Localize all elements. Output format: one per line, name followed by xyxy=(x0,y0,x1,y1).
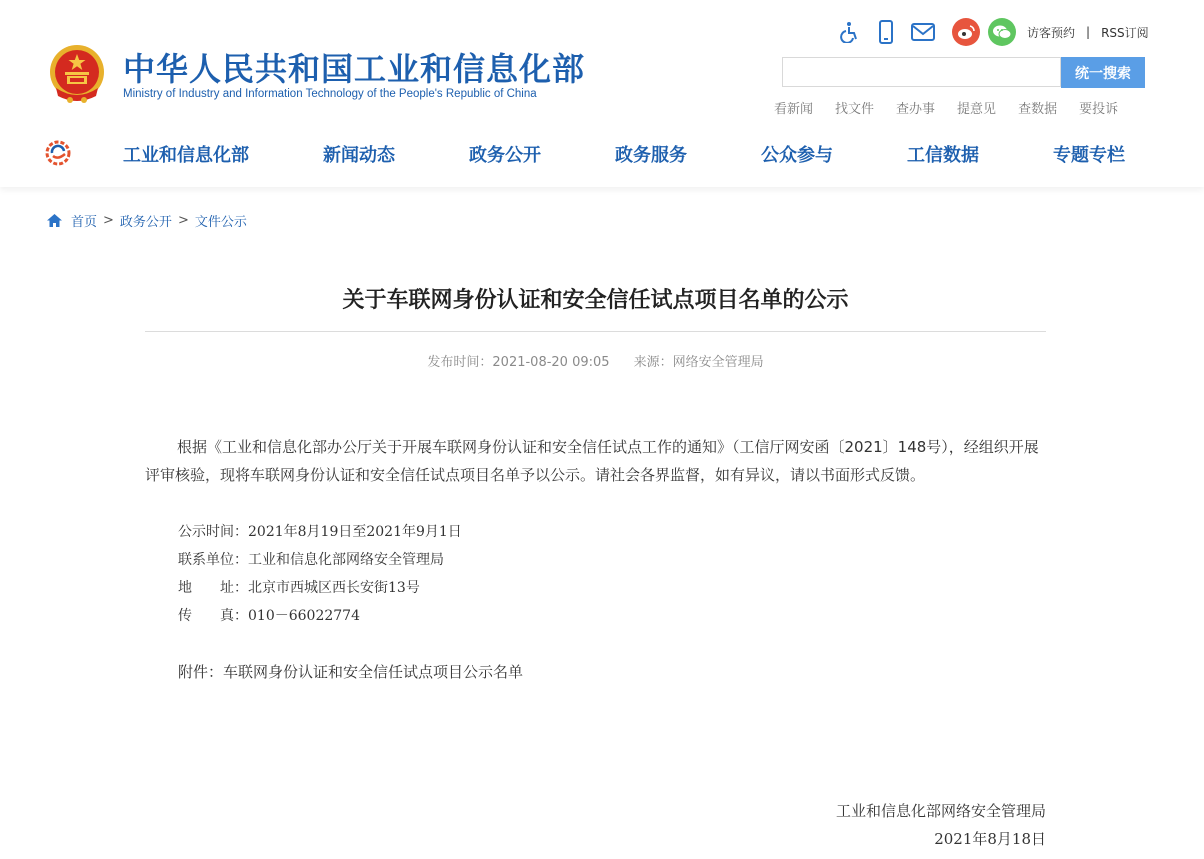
national-emblem-logo[interactable] xyxy=(46,42,108,106)
site-title[interactable]: 中华人民共和国工业和信息化部 xyxy=(123,50,586,88)
info-line-fax xyxy=(178,605,360,625)
quick-link-feedback[interactable]: 提意见 xyxy=(957,102,997,117)
info-value: 工业和信息化部网络安全管理局 xyxy=(248,552,444,568)
article-title: 关于车联网身份认证和安全信任试点项目名单的公示 xyxy=(342,288,849,313)
nav-item-government-affairs[interactable]: 政务公开 xyxy=(469,145,541,166)
mail-icon[interactable] xyxy=(910,20,936,44)
site-title-english: Ministry of Industry and Information Technology of the People's Republic of China xyxy=(123,88,537,100)
nav-item-ministry[interactable]: 工业和信息化部 xyxy=(123,145,249,166)
rss-link[interactable]: RSS订阅 xyxy=(1101,25,1149,40)
nav-item-public-participation[interactable]: 公众参与 xyxy=(761,145,833,166)
unified-search-button[interactable]: 统一搜索 xyxy=(1061,57,1145,88)
nav-item-data[interactable]: 工信数据 xyxy=(907,145,979,166)
info-line-period xyxy=(178,521,462,541)
title-divider xyxy=(145,331,1046,332)
attachment-link[interactable]: 车联网身份认证和安全信任试点项目公示名单 xyxy=(223,663,524,681)
quick-link-data[interactable]: 查数据 xyxy=(1018,102,1058,117)
info-label: 联系单位： xyxy=(178,552,248,568)
quick-links xyxy=(774,98,1140,117)
weibo-icon[interactable] xyxy=(952,18,980,46)
top-utility-bar xyxy=(838,17,1149,47)
breadcrumb-government-affairs[interactable]: 政务公开 xyxy=(119,215,172,230)
visitor-appointment-link[interactable]: 访客预约 xyxy=(1027,25,1076,40)
info-value: 2021年8月19日至2021年9月1日 xyxy=(248,524,462,540)
nav-item-government-services[interactable]: 政务服务 xyxy=(615,145,687,166)
info-label: 地 址： xyxy=(178,580,248,596)
top-link-separator: | xyxy=(1086,25,1091,39)
wechat-icon[interactable] xyxy=(988,18,1016,46)
info-value: 北京市西城区西长安街13号 xyxy=(248,580,420,596)
info-value: 010－66022774 xyxy=(248,608,360,624)
mobile-icon[interactable] xyxy=(874,20,898,44)
home-gear-icon[interactable] xyxy=(44,139,72,167)
nav-item-special-topics[interactable]: 专题专栏 xyxy=(1053,145,1125,166)
quick-link-complaint[interactable]: 要投诉 xyxy=(1079,102,1119,117)
info-label: 公示时间： xyxy=(178,524,248,540)
article-paragraph: 根据《工业和信息化部办公厅关于开展车联网身份认证和安全信任试点工作的通知》（工信厅网安函〔2021〕148号），经组织开展评审核验，现将车联网身份认证和安全信任试点项目名单予以公示。请社会各界监督，如有异议，请以书面形式反馈。 xyxy=(145,438,1039,484)
info-label: 传 真： xyxy=(178,608,248,624)
site-header xyxy=(0,0,1204,187)
quick-link-files[interactable]: 找文件 xyxy=(835,102,875,117)
signature-date: 2021年8月18日 xyxy=(934,830,1046,848)
signature-organization: 工业和信息化部网络安全管理局 xyxy=(835,802,1046,820)
accessibility-icon[interactable] xyxy=(838,20,862,44)
info-line-address xyxy=(178,577,420,597)
nav-item-news[interactable]: 新闻动态 xyxy=(323,145,395,166)
info-line-contact xyxy=(178,549,444,569)
attachment-label: 附件： xyxy=(178,663,224,681)
breadcrumb-arrow: > xyxy=(103,213,114,228)
search-input[interactable] xyxy=(782,57,1061,87)
home-icon[interactable] xyxy=(46,213,63,228)
quick-link-services[interactable]: 查办事 xyxy=(896,102,936,117)
publish-time: 发布时间：2021-08-20 09:05 xyxy=(427,355,610,370)
breadcrumb-home[interactable]: 首页 xyxy=(71,215,98,230)
breadcrumb xyxy=(46,211,247,230)
article-source: 来源：网络安全管理局 xyxy=(633,355,764,370)
attachment-line xyxy=(178,661,523,682)
article-meta xyxy=(145,351,1046,370)
quick-link-news[interactable]: 看新闻 xyxy=(774,102,814,117)
breadcrumb-file-notice[interactable]: 文件公示 xyxy=(194,215,247,230)
breadcrumb-arrow: > xyxy=(177,213,189,228)
